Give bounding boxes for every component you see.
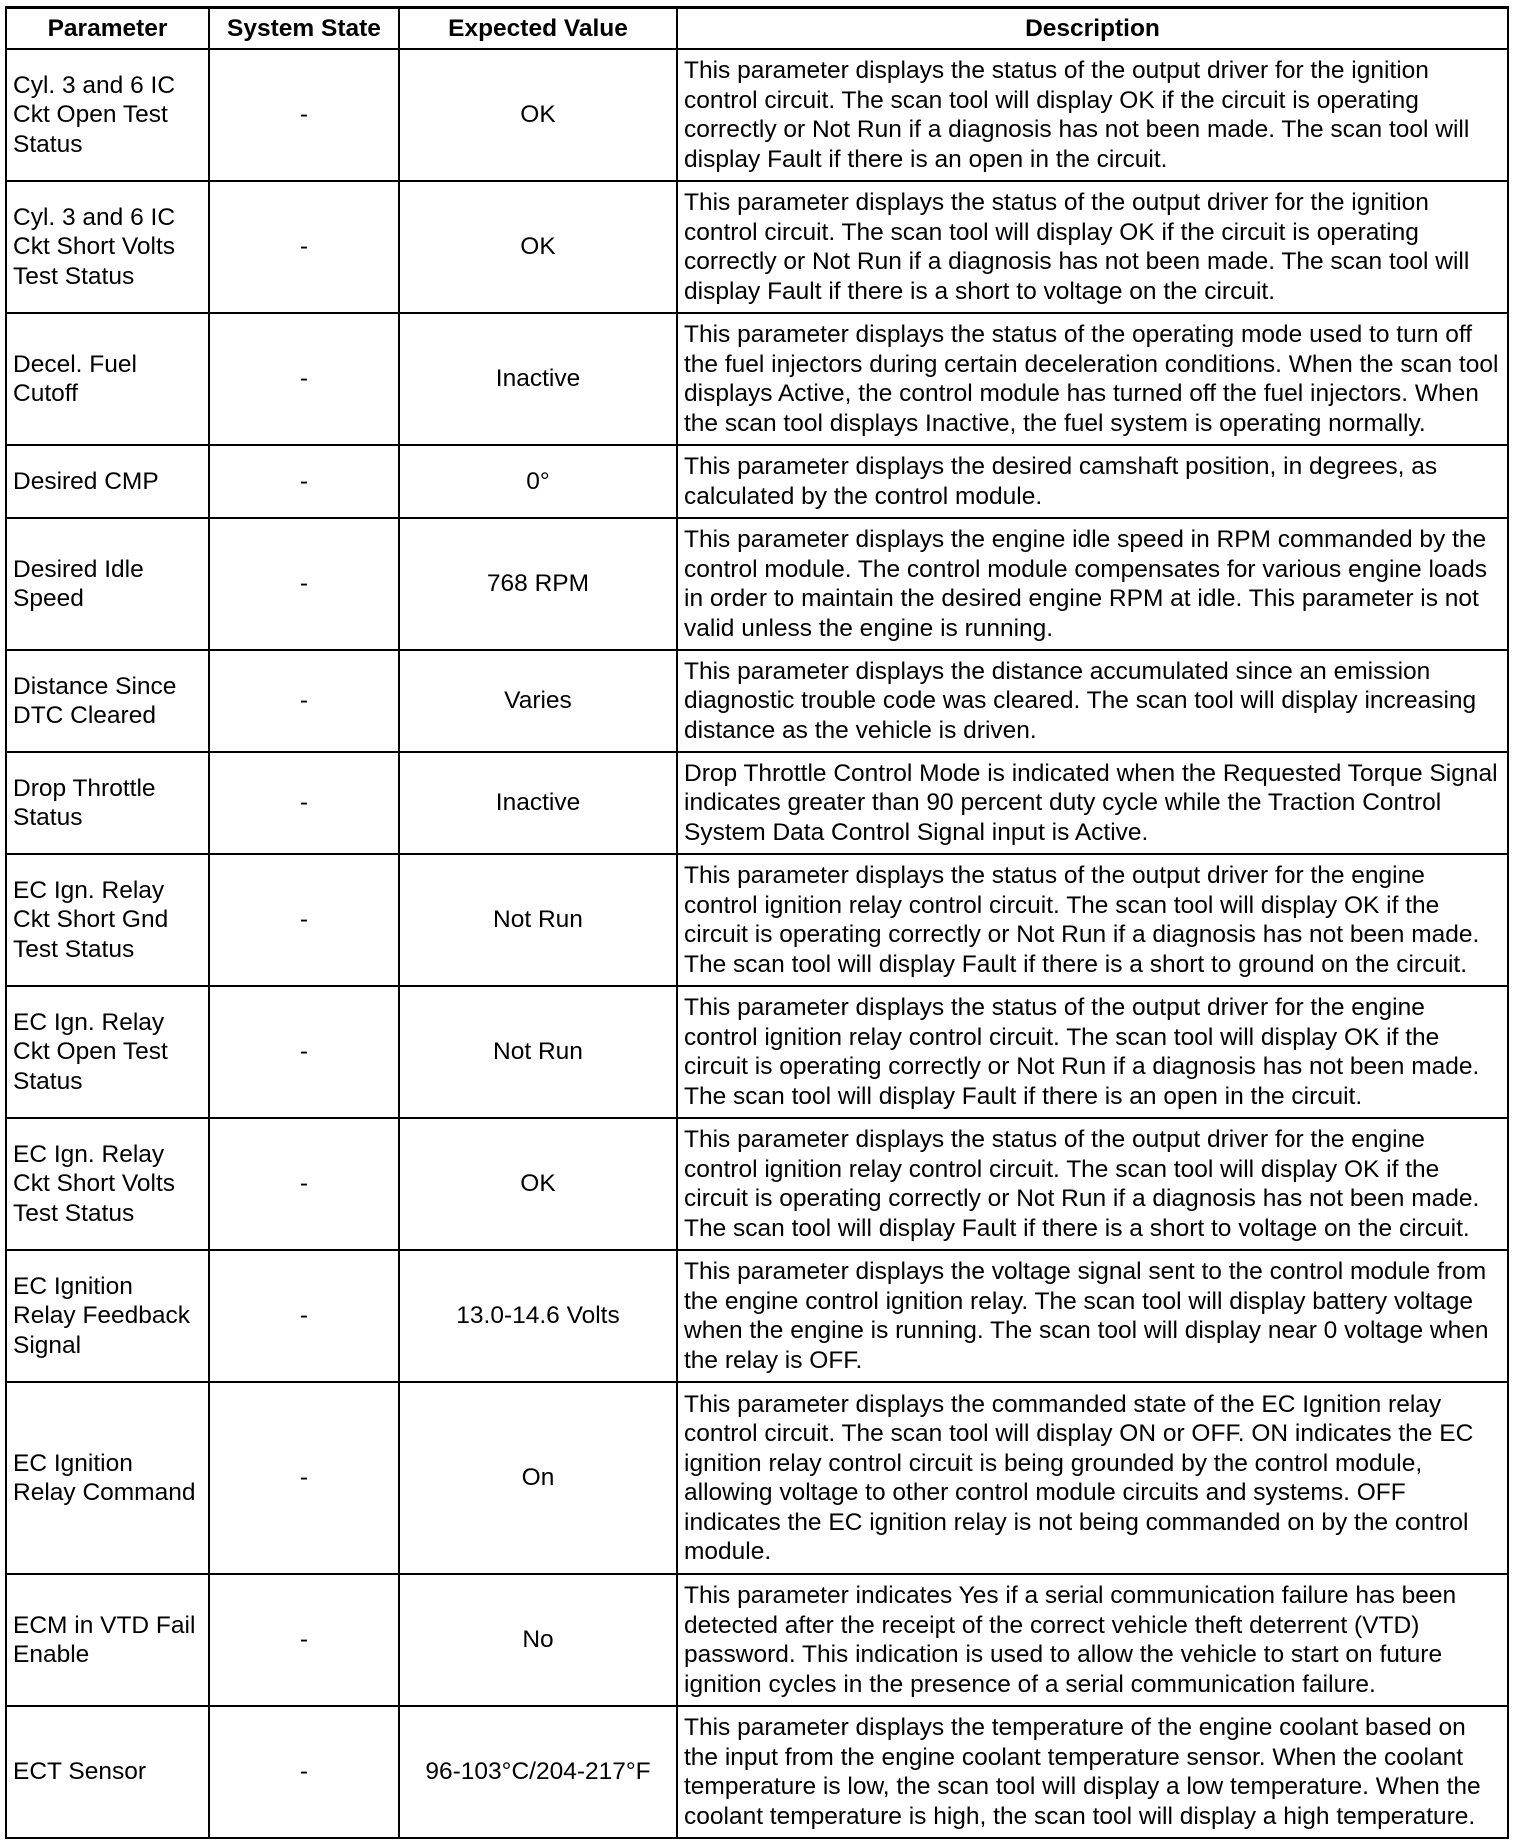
table-row [6, 181, 1508, 313]
cell-expected-value: Not Run [399, 854, 677, 986]
cell-parameter: ECM in VTD Fail Enable [6, 1574, 209, 1706]
cell-description: This parameter indicates Yes if a serial communication failure has been detected after the receipt of the correct vehicle theft deterrent (VTD) password. This indication is used to allow the vehicle to start on future ignition cycles in the presence of a serial communication failure. [677, 1574, 1508, 1706]
header-expected-value: Expected Value [399, 8, 677, 50]
cell-parameter: Decel. Fuel Cutoff [6, 313, 209, 445]
cell-parameter: Cyl. 3 and 6 IC Ckt Open Test Status [6, 49, 209, 181]
cell-parameter: Desired Idle Speed [6, 518, 209, 650]
table-row [6, 313, 1508, 445]
cell-description: This parameter displays the status of the output driver for the ignition control circuit. The scan tool will display OK if the circuit is operating correctly or Not Run if a diagnosis has not been made. The scan tool will display Fault if there is a short to voltage on the circuit. [677, 181, 1508, 313]
table-row [6, 518, 1508, 650]
cell-description: This parameter displays the engine idle speed in RPM commanded by the control module. The control module compensates for various engine loads in order to maintain the desired engine RPM at idle. This parameter is not valid unless the engine is running. [677, 518, 1508, 650]
cell-system-state: - [209, 313, 399, 445]
cell-expected-value: No [399, 1574, 677, 1706]
table-row [6, 1382, 1508, 1574]
cell-expected-value: Inactive [399, 752, 677, 854]
header-system-state: System State [209, 8, 399, 50]
cell-expected-value: OK [399, 181, 677, 313]
cell-parameter: Cyl. 3 and 6 IC Ckt Short Volts Test Status [6, 181, 209, 313]
cell-system-state: - [209, 445, 399, 518]
cell-description: This parameter displays the status of the output driver for the engine control ignition relay control circuit. The scan tool will display OK if the circuit is operating correctly or Not Run if a diagnosis has not been made. The scan tool will display Fault if there is a short to ground on the circuit. [677, 854, 1508, 986]
cell-expected-value: 0° [399, 445, 677, 518]
cell-description: This parameter displays the commanded state of the EC Ignition relay control circuit. The scan tool will display ON or OFF. ON indicates the EC ignition relay control circuit is being grounded by the control module, allowing voltage to other control module circuits and systems. OFF indicates the EC ignition relay is not being commanded on by the control module. [677, 1382, 1508, 1574]
cell-expected-value: Inactive [399, 313, 677, 445]
table-row [6, 752, 1508, 854]
cell-parameter: ECT Sensor [6, 1706, 209, 1838]
cell-system-state: - [209, 1574, 399, 1706]
cell-system-state: - [209, 518, 399, 650]
cell-expected-value: Varies [399, 650, 677, 752]
table-row [6, 1118, 1508, 1250]
cell-expected-value: OK [399, 49, 677, 181]
table-row [6, 445, 1508, 518]
cell-parameter: EC Ignition Relay Feedback Signal [6, 1250, 209, 1382]
parameter-table [5, 6, 1509, 1839]
cell-system-state: - [209, 1382, 399, 1574]
cell-description: This parameter displays the temperature of the engine coolant based on the input from the engine coolant temperature sensor. When the coolant temperature is low, the scan tool will display a low temperature. When the coolant temperature is high, the scan tool will display a high temperature. [677, 1706, 1508, 1838]
table-row [6, 49, 1508, 181]
cell-expected-value: Not Run [399, 986, 677, 1118]
table-row [6, 1574, 1508, 1706]
cell-system-state: - [209, 1118, 399, 1250]
table-row [6, 986, 1508, 1118]
cell-parameter: EC Ignition Relay Command [6, 1382, 209, 1574]
cell-system-state: - [209, 49, 399, 181]
cell-description: This parameter displays the status of the output driver for the ignition control circuit. The scan tool will display OK if the circuit is operating correctly or Not Run if a diagnosis has not been made. The scan tool will display Fault if there is an open in the circuit. [677, 49, 1508, 181]
cell-system-state: - [209, 854, 399, 986]
cell-system-state: - [209, 650, 399, 752]
cell-parameter: EC Ign. Relay Ckt Short Gnd Test Status [6, 854, 209, 986]
cell-description: This parameter displays the distance accumulated since an emission diagnostic trouble code was cleared. The scan tool will display increasing distance as the vehicle is driven. [677, 650, 1508, 752]
cell-system-state: - [209, 1250, 399, 1382]
table-header-row [6, 8, 1508, 50]
cell-description: This parameter displays the status of the output driver for the engine control ignition relay control circuit. The scan tool will display OK if the circuit is operating correctly or Not Run if a diagnosis has not been made. The scan tool will display Fault if there is an open in the circuit. [677, 986, 1508, 1118]
cell-parameter: Desired CMP [6, 445, 209, 518]
cell-description: This parameter displays the status of the operating mode used to turn off the fuel injectors during certain deceleration conditions. When the scan tool displays Active, the control module has turned off the fuel injectors. When the scan tool displays Inactive, the fuel system is operating normally. [677, 313, 1508, 445]
cell-expected-value: OK [399, 1118, 677, 1250]
cell-description: This parameter displays the status of the output driver for the engine control ignition relay control circuit. The scan tool will display OK if the circuit is operating correctly or Not Run if a diagnosis has not been made. The scan tool will display Fault if there is a short to voltage on the circuit. [677, 1118, 1508, 1250]
cell-description: Drop Throttle Control Mode is indicated when the Requested Torque Signal indicates greater than 90 percent duty cycle while the Traction Control System Data Control Signal input is Active. [677, 752, 1508, 854]
cell-description: This parameter displays the voltage signal sent to the control module from the engine control ignition relay. The scan tool will display battery voltage when the engine is running. The scan tool will display near 0 voltage when the relay is OFF. [677, 1250, 1508, 1382]
table-row [6, 650, 1508, 752]
cell-parameter: Distance Since DTC Cleared [6, 650, 209, 752]
cell-expected-value: On [399, 1382, 677, 1574]
cell-parameter: Drop Throttle Status [6, 752, 209, 854]
cell-system-state: - [209, 1706, 399, 1838]
cell-system-state: - [209, 181, 399, 313]
cell-system-state: - [209, 752, 399, 854]
table-row [6, 1250, 1508, 1382]
table-row [6, 854, 1508, 986]
cell-parameter: EC Ign. Relay Ckt Open Test Status [6, 986, 209, 1118]
table-row [6, 1706, 1508, 1838]
cell-system-state: - [209, 986, 399, 1118]
cell-expected-value: 768 RPM [399, 518, 677, 650]
header-description: Description [677, 8, 1508, 50]
header-parameter: Parameter [6, 8, 209, 50]
cell-expected-value: 96-103°C/204-217°F [399, 1706, 677, 1838]
cell-description: This parameter displays the desired camshaft position, in degrees, as calculated by the control module. [677, 445, 1508, 518]
cell-parameter: EC Ign. Relay Ckt Short Volts Test Status [6, 1118, 209, 1250]
cell-expected-value: 13.0-14.6 Volts [399, 1250, 677, 1382]
